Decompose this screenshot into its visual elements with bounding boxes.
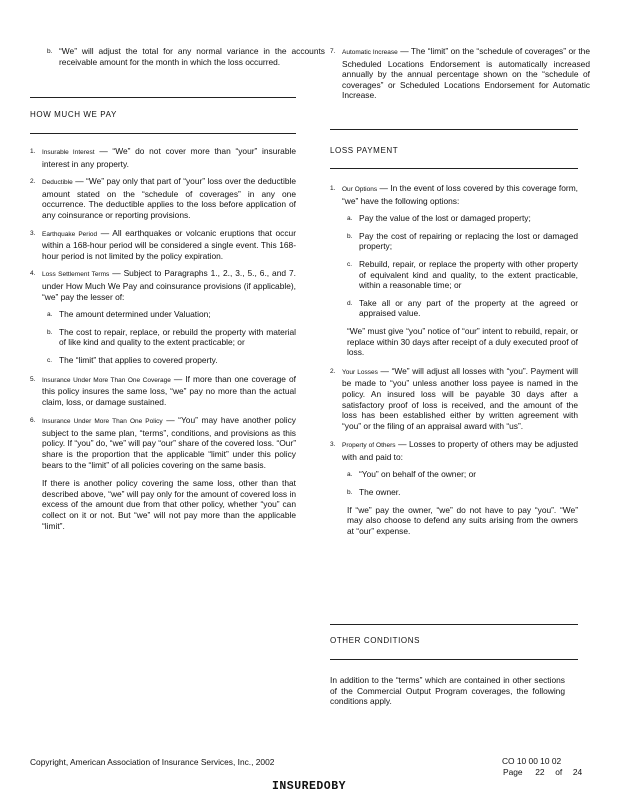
item-heading: Loss Settlement Terms	[42, 271, 110, 279]
subitem-letter: b.	[347, 489, 353, 497]
item-text: — “You” may have another policy subject to the same plan, “terms”, conditions, and provisions as this policy. If “you” do, “we” will pay “our” share of the covered loss. “Our” share is the proportion that the applicable “limit” under this policy bears to the “limit” of all policies covering on the same basis.	[42, 415, 296, 470]
subitem-text: “You” on behalf of the owner; or	[359, 469, 477, 480]
item-text: — In the event of loss covered by this coverage form, “we” have the following options:	[342, 183, 579, 206]
item-our-options	[330, 183, 578, 206]
subitem-text: Pay the value of the lost or damaged property;	[359, 213, 531, 224]
section-title-loss-payment: LOSS PAYMENT	[330, 146, 399, 155]
divider	[330, 624, 578, 625]
item-text: — “We” do not cover more than “your” insurable interest in any property.	[42, 146, 297, 169]
item-text: — Subject to Paragraphs 1., 2., 3., 5., 6., and 7. under How Much We Pay and coinsurance provisions (if applicable), “we” pay the lesser of:	[42, 268, 296, 302]
other-policy-paragraph: If there is another policy covering the same loss, other than that described above, “we” will pay only for the amount of covered loss in excess of the amount due from that other policy, whether “you” can collect on it or not. But “we” will not pay more than the applicable “limit”.	[42, 478, 296, 531]
item-heading: Our Options	[342, 186, 378, 193]
item-number: 6.	[30, 417, 36, 425]
item-number: 4.	[30, 270, 36, 278]
subitem-c	[330, 259, 578, 291]
item-number: 2.	[30, 178, 36, 186]
item-number: 7.	[330, 48, 336, 55]
item-number: 1.	[30, 148, 36, 155]
how-much-we-pay-items	[30, 146, 296, 531]
section-title-how-much-we-pay: HOW MUCH WE PAY	[30, 110, 117, 119]
loss-payment-items	[330, 183, 578, 536]
item-loss-settlement-terms	[30, 268, 296, 302]
section-title-other-conditions: OTHER CONDITIONS	[330, 636, 421, 645]
item-insurance-more-than-one-policy	[30, 415, 296, 470]
divider	[330, 168, 578, 169]
subitem-letter: c.	[47, 356, 53, 364]
owner-paragraph: If “we” pay the owner, “we” do not have to pay “you”. “We” may also choose to defend any suits arising from the owners at “our” expense.	[347, 504, 578, 536]
divider	[330, 659, 578, 660]
subitem-text: Rebuild, repair, or replace the property with other property of equivalent kind and quality, to the extent practicable, within a reasonable time; or	[359, 258, 578, 291]
item-text: — “We” will adjust all losses with “you”. Payment will be made to “you” unless another loss payee is named in the policy. An insured loss will be payable 30 days after a satisfactory proof of loss is received, and the amount of the loss has been established either by written agreement with “you” or the filing of an appraisal award with “us”.	[342, 365, 578, 431]
subitem-text: The amount determined under Valuation;	[59, 309, 211, 320]
subitem-b	[30, 327, 296, 348]
subitem-b	[330, 487, 578, 498]
item-text: — “We” pay only that part of “your” loss over the deductible amount stated on the “schedule of coverages” in any one occurrence. The deductible applies to the loss before application of any coinsurance or reporting provisions.	[42, 176, 296, 220]
subitem-letter: b.	[47, 48, 53, 55]
item-heading: Earthquake Period	[42, 230, 98, 238]
page-number: Page 22 of 24	[503, 766, 583, 777]
item-heading: Property of Others	[342, 442, 396, 450]
item-heading: Automatic Increase	[342, 49, 398, 56]
divider	[330, 129, 578, 130]
subitem-a	[330, 213, 578, 224]
notice-paragraph: “We” must give “you” notice of “our” intent to rebuild, repair, or replace within 30 days after receipt of a duly executed proof of loss.	[347, 325, 578, 358]
subitem-letter: a.	[347, 471, 353, 479]
subitem-text: Pay the cost of repairing or replacing the lost or damaged property;	[359, 230, 578, 252]
item-insurable-interest	[30, 146, 296, 169]
item-heading: Insurance Under More Than One Policy	[42, 418, 163, 426]
item-your-losses	[330, 366, 578, 432]
item-number: 5.	[30, 375, 36, 383]
subitem-letter: b.	[47, 328, 53, 336]
form-code: CO 10 00 10 02	[502, 756, 562, 766]
form-page-info	[502, 756, 582, 777]
watermark: INSUREDOBY	[271, 780, 346, 793]
subitem-text: Take all or any part of the property at the agreed or appraised value.	[359, 297, 578, 319]
subitem-b	[330, 231, 578, 252]
subitem-text: The cost to repair, replace, or rebuild the property with material of like kind and quality to the extent practicable; or	[59, 326, 296, 348]
other-conditions-paragraph: In addition to the “terms” which are contained in other sections of the Commercial Output Program coverages, the following conditions apply.	[330, 675, 565, 707]
item-number: 2.	[330, 367, 336, 375]
item-number: 3.	[330, 441, 336, 449]
item-heading: Insurance Under More Than One Coverage	[42, 376, 171, 384]
subitem-a	[330, 469, 578, 480]
item-heading: Your Losses	[342, 368, 378, 376]
item-heading: Insurable Interest	[42, 149, 95, 156]
subitem-letter: b.	[347, 232, 353, 240]
item-number: 1.	[330, 185, 336, 192]
subitem-letter: c.	[347, 260, 353, 268]
item-property-of-others	[330, 439, 578, 462]
accounts-receivable-b	[30, 46, 325, 67]
item-automatic-increase	[330, 46, 590, 101]
subitem-letter: d.	[347, 299, 353, 307]
subitem-text: The “limit” that applies to covered property.	[59, 354, 218, 365]
divider	[30, 133, 296, 134]
item-text: — All earthquakes or volcanic eruptions that occur within a 168-hour period will be considered a single event. This 168-hour period is not limited by the policy expiration.	[42, 227, 297, 261]
item-number: 3.	[30, 229, 36, 237]
subitem-letter: a.	[47, 311, 53, 319]
subitem-text: “We” will adjust the total for any normal variance in the accounts receivable amount for the month in which the loss occurred.	[59, 46, 325, 67]
subitem-a	[30, 309, 296, 320]
subitem-d	[330, 298, 578, 319]
item-heading: Deductible	[42, 179, 73, 187]
item-text: — If more than one coverage of this policy insures the same loss, “we” pay no more than the actual claim, loss, or damage sustained.	[42, 373, 296, 407]
subitem-letter: a.	[347, 215, 353, 223]
item-deductible	[30, 176, 296, 220]
item-insurance-more-than-one-coverage	[30, 374, 296, 408]
subitem-text: The owner.	[359, 487, 401, 498]
item-text: — Losses to property of others may be adjusted with and paid to:	[342, 439, 579, 462]
item-earthquake-period	[30, 228, 296, 262]
copyright-notice: Copyright, American Association of Insurance Services, Inc., 2002	[30, 757, 275, 767]
subitem-c	[30, 355, 296, 366]
item-text: — The “limit” on the “schedule of coverages” or the Scheduled Locations Endorsement is automatically increased annually by the annual percentage shown on the “schedule of coverages” or Scheduled Locations Endorsement for Automatic Increase.	[342, 46, 590, 101]
divider	[30, 97, 296, 98]
